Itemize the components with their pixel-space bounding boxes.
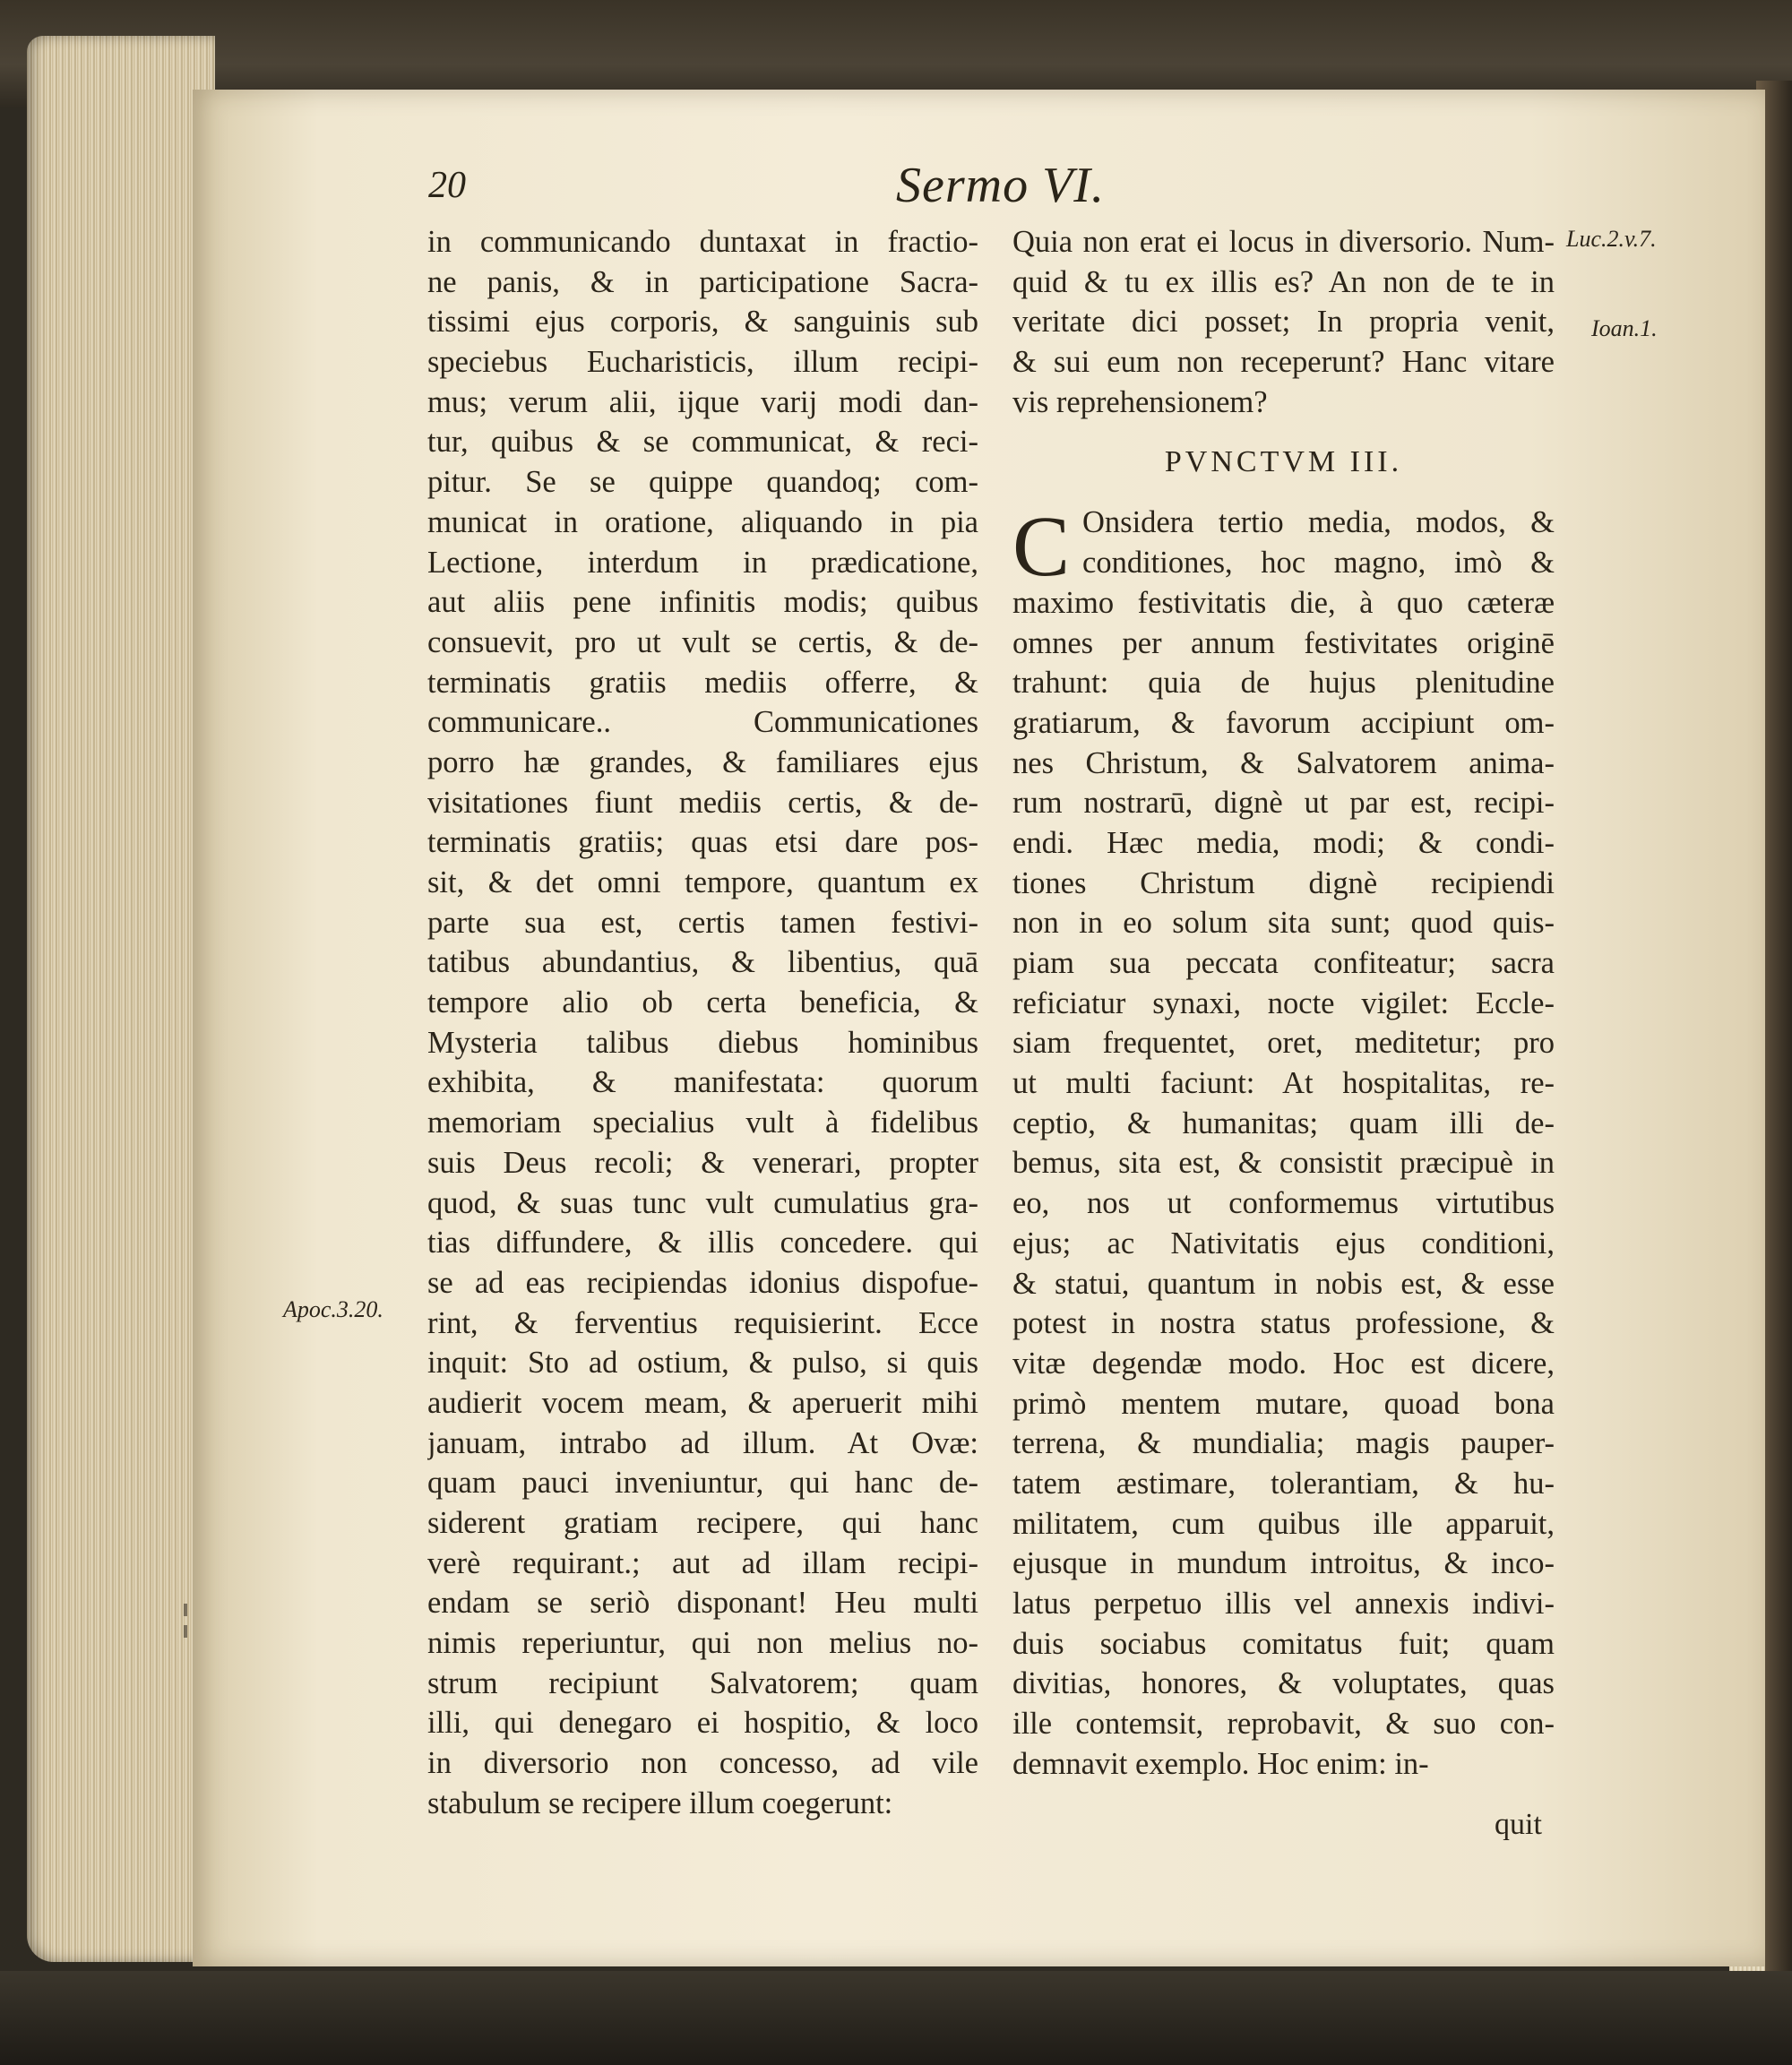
- text-line: ut multi faciunt: At hospitalitas, re-: [1012, 1066, 1555, 1101]
- text-line: stabulum se recipere illum coegerunt:: [427, 1785, 893, 1820]
- text-line: tatem æstimare, tolerantiam, & hu-: [1012, 1466, 1555, 1501]
- page-header: [0, 157, 1792, 219]
- text-line: ille contemsit, reprobavit, & suo con-: [1012, 1707, 1555, 1742]
- text-line: rint, & ferventius requisierint. Ecce: [427, 1305, 978, 1340]
- text-line: verè requirant.; aut ad illam recipi-: [427, 1545, 978, 1580]
- text-line: tatibus abundantius, & libentius, quā: [427, 945, 978, 980]
- text-line: demnavit exemplo. Hoc enim: in-: [1012, 1746, 1429, 1781]
- text-line: rum nostrarū, dignè ut par est, recipi-: [1012, 786, 1555, 821]
- text-line: militatem, cum quibus ille apparuit,: [1012, 1506, 1555, 1541]
- text-line: endam se seriò disponant! Heu multi: [427, 1586, 978, 1621]
- text-line: bemus, sita est, & consistit præcipuè in: [1012, 1146, 1555, 1181]
- text-line: & statui, quantum in nobis est, & esse: [1012, 1266, 1555, 1301]
- text-line: latus perpetuo illis vel annexis indivi-: [1012, 1587, 1555, 1621]
- page-stack-edges: [27, 36, 215, 1962]
- margin-note-john: Ioan.1.: [1591, 315, 1658, 341]
- text-line: audierit vocem meam, & aperuerit mihi: [427, 1385, 978, 1420]
- text-line: visitationes fiunt mediis certis, & de-: [427, 785, 978, 820]
- text-line: Onsidera tertio media, modos, &: [1082, 505, 1555, 540]
- text-line: illi, qui denegaro ei hospitio, & loco: [427, 1706, 978, 1741]
- page-number: 20: [428, 165, 466, 206]
- text-line: terminatis gratiis mediis offerre, &: [427, 665, 978, 700]
- text-line: veritate dici posset; In propria venit,: [1012, 305, 1555, 340]
- text-line: municat in oratione, aliquando in pia: [427, 504, 978, 539]
- text-line: memoriam specialius vult à fidelibus: [427, 1106, 978, 1140]
- text-line: suis Deus recoli; & venerari, propter: [427, 1145, 978, 1180]
- text-line: primò mentem mutare, quoad bona: [1012, 1386, 1555, 1421]
- left-text-column: [427, 222, 978, 1824]
- text-line: Lectione, interdum in prædicatione,: [427, 545, 978, 580]
- text-line: mus; verum alii, ijque varij modi dan-: [427, 384, 978, 419]
- text-line: conditiones, hoc magno, imò &: [1082, 546, 1555, 581]
- text-line: sit, & det omni tempore, quantum ex: [427, 865, 978, 899]
- text-line: eo, nos ut conformemus virtutibus: [1012, 1186, 1555, 1221]
- text-line: speciebus Eucharisticis, illum recipi-: [427, 345, 978, 380]
- text-line: exhibita, & manifestata: quorum: [427, 1065, 978, 1100]
- text-line: quod, & suas tunc vult cumulatius gra-: [427, 1185, 978, 1220]
- text-line: januam, intrabo ad illum. At Ovæ:: [427, 1425, 978, 1460]
- text-line: divitias, honores, & voluptates, quas: [1012, 1666, 1555, 1701]
- text-line: terminatis gratiis; quas etsi dare pos-: [427, 825, 978, 860]
- text-line: duis sociabus comitatus fuit; quam: [1012, 1626, 1555, 1661]
- text-line: inquit: Sto ad ostium, & pulso, si quis: [427, 1346, 978, 1381]
- text-line: trahunt: quia de hujus plenitudine: [1012, 666, 1555, 701]
- text-line: omnes per annum festivitates originē: [1012, 625, 1555, 660]
- text-line: in communicando duntaxat in fractio-: [427, 225, 978, 259]
- text-line: tissimi ejus corporis, & sanguinis sub: [427, 305, 978, 340]
- text-line: piam sua peccata confiteatur; sacra: [1012, 946, 1555, 980]
- text-line: vitæ degendæ modo. Hoc est dicere,: [1012, 1346, 1555, 1381]
- text-line: quid & tu ex illis es? An non de te in: [1012, 264, 1555, 299]
- text-line: ceptio, & humanitas; quam illi de-: [1012, 1106, 1555, 1140]
- text-line: terrena, & mundialia; magis pauper-: [1012, 1426, 1555, 1461]
- text-line: ejusque in mundum introitus, & inco-: [1012, 1546, 1555, 1581]
- text-line: maximo festivitatis die, à quo cæteræ: [1012, 585, 1555, 620]
- text-line: Mysteria talibus diebus hominibus: [427, 1025, 978, 1060]
- text-line: siderent gratiam recipere, qui hanc: [427, 1506, 978, 1540]
- catchword: quit: [1495, 1808, 1542, 1841]
- text-line: tias diffundere, & illis concedere. qui: [427, 1226, 978, 1261]
- running-title: Sermo VI.: [896, 158, 1105, 213]
- text-line: nes Christum, & Salvatorem anima-: [1012, 745, 1555, 780]
- margin-note-luke: Luc.2.v.7.: [1566, 226, 1657, 252]
- text-line: siam frequentet, oret, meditetur; pro: [1012, 1026, 1555, 1061]
- right-text-column: [1012, 222, 1555, 1784]
- ink-speck: [184, 1625, 187, 1638]
- text-line: non in eo solum sita sunt; quod quis-: [1012, 906, 1555, 941]
- margin-note-apoc: Apoc.3.20.: [283, 1296, 383, 1322]
- text-line: tur, quibus & se communicat, & reci-: [427, 425, 978, 460]
- text-line: communicare.. Communicationes: [427, 705, 978, 740]
- text-line: reficiatur synaxi, nocte vigilet: Eccle-: [1012, 985, 1555, 1020]
- text-line: & sui eum non receperunt? Hanc vitare: [1012, 345, 1555, 380]
- text-line: Quia non erat ei locus in diversorio. Num-: [1012, 225, 1555, 259]
- paragraph-with-dropcap: [1012, 498, 1555, 1784]
- book-cover-bottom: [0, 1971, 1792, 2065]
- text-line: quam pauci inveniuntur, qui hanc de-: [427, 1466, 978, 1501]
- text-line: tiones Christum dignè recipiendi: [1012, 865, 1555, 900]
- text-line: aut aliis pene infinitis modis; quibus: [427, 585, 978, 620]
- text-line: porro hæ grandes, & familiares ejus: [427, 744, 978, 779]
- text-line: tempore alio ob certa beneficia, &: [427, 985, 978, 1020]
- text-line: endi. Hæc media, modi; & condi-: [1012, 825, 1555, 860]
- text-line: ne panis, & in participatione Sacra-: [427, 264, 978, 299]
- text-line: ejus; ac Nativitatis ejus conditioni,: [1012, 1226, 1555, 1261]
- text-line: potest in nostra status professione, &: [1012, 1306, 1555, 1341]
- text-line: nimis reperiuntur, qui non melius no-: [427, 1626, 978, 1661]
- ink-speck: [184, 1604, 187, 1616]
- text-line: in diversorio non concesso, ad vile: [427, 1746, 978, 1781]
- text-line: vis reprehensionem?: [1012, 384, 1268, 419]
- text-line: strum recipiunt Salvatorem; quam: [427, 1665, 978, 1700]
- text-line: se ad eas recipiendas idonius dispofue-: [427, 1265, 978, 1300]
- text-line: parte sua est, certis tamen festivi-: [427, 905, 978, 940]
- drop-cap: C: [1012, 498, 1071, 595]
- text-line: gratiarum, & favorum accipiunt om-: [1012, 705, 1555, 740]
- section-heading: PVNCTVM III.: [1164, 445, 1403, 479]
- text-line: consuevit, pro ut vult se certis, & de-: [427, 624, 978, 659]
- text-line: pitur. Se se quippe quandoq; com-: [427, 465, 978, 500]
